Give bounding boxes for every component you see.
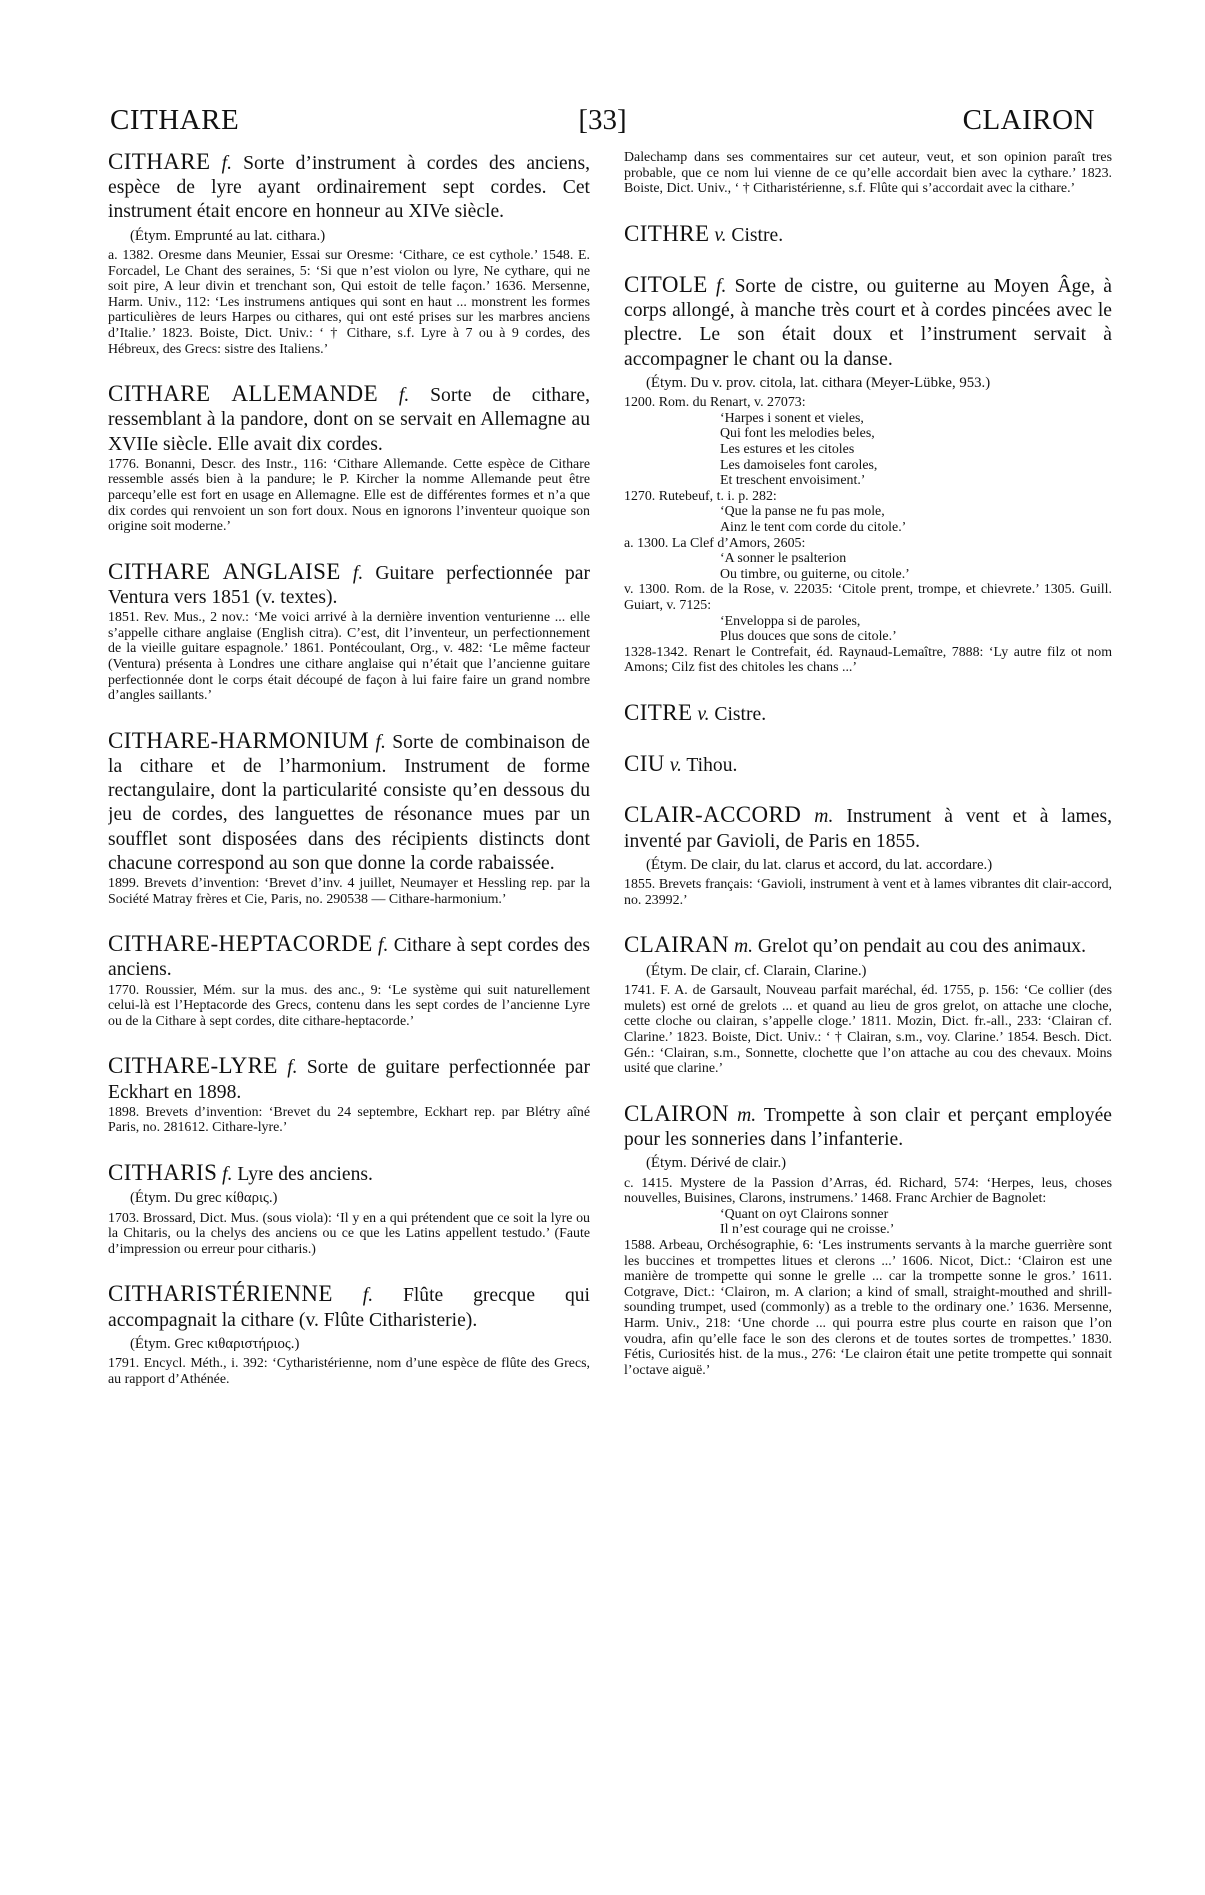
citation: 1703. Brossard, Dict. Mus. (sous viola): ‘Il y en a qui prétendent que ce soit la lyre ou la Chitaris, ou la chelys des anciens ou ce que les Latins appellent testudo.’ (Faute d’impression ou erreur pour citharis.) [108, 1210, 590, 1257]
citation: Dalechamp dans ses commentaires sur cet auteur, veut, et son opinion paraît tres probable, que ce nom lui vienne de ce qu’elle accordait bien avec la cythare.’ 1823. Boiste, Dict. Univ., ‘ † Citharistérienne, s.f. Flûte qui s’accordait avec la cithare.’ [624, 150, 1112, 197]
part-of-speech: f. [398, 385, 410, 407]
left-column [108, 150, 590, 1413]
running-head [110, 104, 1095, 144]
entry-heading [108, 1161, 590, 1187]
verse-line: ‘Enveloppa si de paroles, [720, 613, 861, 629]
verse-quotation [624, 1207, 1112, 1238]
entry-heading [108, 729, 590, 876]
running-head-left: CITHARE [110, 104, 240, 136]
etymology: (Étym. Dérivé de clair.) [646, 1155, 787, 1172]
headword: CITHARE ALLEMANDE [108, 381, 379, 407]
dictionary-entry [624, 933, 1112, 1076]
headword: CLAIRON [624, 1100, 730, 1126]
part-of-speech: f. [716, 275, 727, 297]
citation: 1770. Roussier, Mém. sur la mus. des anc., 9: ‘Le système qui suit naturellement celui-là est l’Heptacorde des Grecs, contenu dans les sept cordes de l’ancienne Lyre ou de la Cithare à sept cordes, dite cithare-heptacorde.’ [108, 982, 590, 1029]
part-of-speech: v. [714, 224, 727, 246]
citation: 1791. Encycl. Méth., i. 392: ‘Cytharistérienne, nom d’une espèce de flûte des Grecs, au rapport d’Athénée. [108, 1356, 590, 1387]
entry-heading [108, 560, 590, 610]
part-of-speech: m. [814, 806, 834, 828]
citation: 1328-1342. Renart le Contrefait, éd. Raynaud-Lemaître, 7888: ‘Ly autre filz ot nom Amons; Cilz fist des chitoles les chans ...’ [624, 644, 1112, 676]
verse-line: Il n’est courage qui ne croisse.’ [720, 1222, 895, 1238]
dictionary-entry [108, 729, 590, 907]
headword: CITHARISTÉRIENNE [108, 1281, 333, 1307]
citation: c. 1415. Mystere de la Passion d’Arras, éd. Richard, 574: ‘Herpes, leus, choses nouvelles, Buisines, Clarons, instrumens.’ 1468. Franc Archier de Bagnolet: [624, 1175, 1112, 1207]
entry-heading [624, 933, 1112, 959]
citation: 1851. Rev. Mus., 2 nov.: ‘Me voici arrivé à la dernière invention venturienne ... elle s’appelle cithare anglaise (English citra). C’est, dit l’inventeur, un perfectionnement de la vieille guitare espagnole.’ 1861. Pontécoulant, Org., v. 482: ‘Le même facteur (Ventura) présenta à Londres une cithare anglaise qui n’était que l’ancienne guitare perfectionnée dont le corps était découpé de façon à lui faire faire un grand nombre d’angles saillants.’ [108, 610, 590, 704]
entry-heading [108, 382, 590, 457]
headword: CITHRE [624, 220, 710, 246]
definition: Flûte grecque qui accompagnait la cithare (v. Flûte Citharisterie). [108, 1285, 590, 1331]
entry-heading [624, 752, 1112, 778]
entry-heading [624, 222, 1112, 248]
part-of-speech: f. [375, 731, 386, 753]
part-of-speech: f. [362, 1285, 374, 1307]
etymology: (Étym. De clair, du lat. clarus et accord, du lat. accordare.) [646, 856, 993, 873]
definition: Sorte de cithare, ressemblant à la pandore, dont on se servait en Allemagne au XVIIe siècle. Elle avait dix cordes. [108, 385, 590, 455]
dictionary-entry [108, 1054, 590, 1136]
verse-line: Qui font les melodies beles, [720, 426, 875, 442]
etymology: (Étym. De clair, cf. Clarain, Clarine.) [646, 962, 867, 979]
verse-line: Les estures et les citoles [720, 442, 855, 458]
verse-quotation [624, 504, 1112, 535]
headword: CITOLE [624, 271, 708, 297]
citation: 1588. Arbeau, Orchésographie, 6: ‘Les instruments servants à la marche guerrière sont les buccines et trompettes litues et clerons ...’ 1606. Nicot, Dict.: ‘Clairon est une manière de trompette qui sonne le grelle ... car la trompette sonne le gros.’ 1611. Cotgrave, Dict.: ‘Clairon, m. A clarion; a kind of small, straight-mouthed and shrill-sounding trumpet, used (commonly) as a treble to the ordinary one.’ 1636. Mersenne, Harm. Univ., 218: ‘Une chorde ... qui pourra estre plus courte en raison que l’on voudra, afin qu’elle face le son des clerons et de toutes sortes de trompettes.’ 1830. Fétis, Curiosités hist. de la mus., 276: ‘Le clairon était une petite trompette qui sonnait l’octave aiguë.’ [624, 1238, 1112, 1378]
headword: CITHARE [108, 150, 211, 174]
verse-line: ‘Harpes i sonent et vieles, [720, 410, 864, 426]
dictionary-entry [624, 803, 1112, 908]
headword: CITHARIS [108, 1160, 218, 1185]
part-of-speech: m. [733, 936, 753, 958]
dictionary-entry [108, 932, 590, 1029]
citation: v. 1300. Rom. de la Rose, v. 22035: ‘Citole prent, trompe, et chievrete.’ 1305. Guill. Guiart, v. 7125: [624, 582, 1112, 614]
entry-heading [108, 150, 590, 225]
verse-line: Et treschent envoisiment.’ [720, 473, 866, 489]
verse-quotation [624, 551, 1112, 582]
definition: Lyre des anciens. [237, 1164, 373, 1185]
headword: CITHARE-HEPTACORDE [108, 931, 373, 957]
citation: a. 1300. La Clef d’Amors, 2605: [624, 535, 806, 551]
definition: Grelot qu’on pendait au cou des animaux. [757, 936, 1087, 958]
dictionary-entry [624, 1102, 1112, 1379]
dictionary-entry [108, 1282, 590, 1387]
definition: Sorte de guitare perfectionnée par Eckhart en 1898. [108, 1057, 590, 1103]
entry-heading [624, 1102, 1112, 1152]
part-of-speech: f. [221, 153, 232, 174]
part-of-speech: v. [697, 703, 710, 725]
citation: 1776. Bonanni, Descr. des Instr., 116: ‘Cithare Allemande. Cette espèce de Cithare ressemble assés bien à la pandure; le P. Kircher la nomme Allemande peut être parcequ’elle est fort en usage en Allemagne. Elle est de différentes formes et n’a que dix cordes qui renvoient un son fort doux. Nous en ignorons l’inventeur quoique son origine soit moderne.’ [108, 456, 590, 535]
citation: 1898. Brevets d’invention: ‘Brevet du 24 septembre, Eckhart rep. par Blétry aîné Paris, no. 281612. Cithare-lyre.’ [108, 1104, 590, 1136]
dictionary-entry [108, 560, 590, 704]
verse-line: ‘Quant on oyt Clairons sonner [720, 1206, 889, 1222]
running-head-right: CLAIRON [962, 104, 1095, 136]
definition: Sorte d’instrument à cordes des anciens, espèce de lyre ayant ordinairement sept cordes. Cet instrument était encore en honneur au XIVe siècle. [108, 153, 590, 223]
definition: Cistre. [714, 703, 767, 725]
definition: Cistre. [731, 224, 784, 246]
entry-heading [108, 932, 590, 982]
verse-quotation [624, 614, 1112, 645]
verse-line: Les damoiseles font caroles, [720, 457, 878, 473]
headword: CIU [624, 751, 665, 777]
etymology: (Étym. Grec κιθαριστήριος.) [130, 1335, 300, 1352]
entry-heading [624, 273, 1112, 372]
verse-line: Plus douces que sons de citole.’ [720, 629, 897, 645]
citation: a. 1382. Oresme dans Meunier, Essai sur Oresme: ‘Cithare, ce est cythole.’ 1548. E. Forcadel, Le Chant des seraines, 5: ‘Si que n’est violon ou lyre, Ne cythare, qui ne soit pire, A leur divin et trenchant son, Qui estoit de telle façon.’ 1636. Mersenne, Harm. Univ., 112: ‘Les instrumens antiques qui sont en haut ... monstrent les formes particulières de leurs Harpes ou cithares, qui ont esté prises sur les marbres anciens d’Italie.’ 1823. Boiste, Dict. Univ.: ‘ † Cithare, s.f. Lyre à 7 ou à 9 cordes, des Hébreux, des Grecs: sistre des Italiens.’ [108, 248, 590, 357]
verse-quotation [624, 411, 1112, 489]
entry-heading [108, 1054, 590, 1104]
verse-line: ‘Que la panse ne fu pas mole, [720, 504, 885, 520]
definition: Instrument à vent et à lames, inventé par Gavioli, de Paris en 1855. [624, 806, 1112, 852]
definition: Sorte de cistre, ou guiterne au Moyen Âge, à corps allongé, à manche très court et à cordes pincées avec le plectre. Le son était doux et l’instrument servait à accompagner le chant ou la danse. [624, 275, 1112, 370]
part-of-speech: v. [669, 755, 682, 777]
definition: Trompette à son clair et perçant employée pour les sonneries dans l’infanterie. [624, 1104, 1112, 1150]
headword: CITHARE-LYRE [108, 1053, 278, 1079]
citation: 1200. Rom. du Renart, v. 27073: [624, 395, 806, 411]
headword: CLAIRAN [624, 932, 730, 958]
entry-heading [624, 803, 1112, 853]
entry-heading [108, 1282, 590, 1332]
etymology: (Étym. Du v. prov. citola, lat. cithara (Meyer-Lübke, 953.) [646, 374, 991, 391]
headword: CITRE [624, 699, 693, 725]
part-of-speech: f. [378, 935, 389, 957]
dictionary-entry [624, 752, 1112, 778]
citation: 1741. F. A. de Garsault, Nouveau parfait maréchal, éd. 1755, p. 156: ‘Ce collier (des mulets) est orné de grelots ... et quand au lieu de gros grelot, on attache une cloche, cette cloche ou clairan, s’appelle cloge.’ 1811. Mozin, Dict. fr.-all., 233: ‘Clairan cf. Clarine.’ 1823. Boiste, Dict. Univ.: ‘ † Clairan, s.m., voy. Clarine.’ 1854. Besch. Dict. Gén.: ‘Clairan, s.m., Sonnette, clochette que l’on attache au cou des chevaux. Moins usité que clarine.’ [624, 983, 1112, 1077]
definition: Guitare perfectionnée par Ventura vers 1851 (v. textes). [108, 562, 590, 609]
part-of-speech: f. [222, 1164, 233, 1185]
citation: 1899. Brevets d’invention: ‘Brevet d’inv. 4 juillet, Neumayer et Hessling rep. par la Société Matray frères et Cie, Paris, no. 290538 — Cithare-harmonium.’ [108, 876, 590, 907]
verse-line: Ou timbre, ou guiterne, ou citole.’ [720, 566, 910, 582]
part-of-speech: f. [352, 562, 364, 584]
headword: CITHARE-HARMONIUM [108, 727, 370, 753]
dictionary-entry [624, 273, 1112, 676]
right-column [624, 150, 1112, 1403]
definition: Tihou. [686, 755, 738, 777]
part-of-speech: f. [287, 1057, 298, 1079]
citation: 1270. Rutebeuf, t. i. p. 282: [624, 488, 777, 504]
definition: Sorte de combinaison de la cithare et de l’harmonium. Instrument de forme rectangulaire, dont la particularité consiste qu’en dessous du jeu de cordes, des languettes de résonance mues par un soufflet sont disposées dans des récipients distincts dont chacune correspond au son que donne la corde rabaissée. [108, 731, 590, 874]
dictionary-entry [624, 701, 1112, 727]
citation: 1855. Brevets français: ‘Gavioli, instrument à vent et à lames vibrantes dit clair-accord, no. 23992.’ [624, 877, 1112, 908]
headword: CLAIR-ACCORD [624, 802, 802, 828]
dictionary-entry [624, 222, 1112, 248]
definition: Cithare à sept cordes des anciens. [108, 935, 590, 981]
entry-heading [624, 701, 1112, 727]
etymology: (Étym. Du grec κίθαρις.) [130, 1190, 278, 1207]
page-number: [33] [578, 104, 627, 136]
headword: CITHARE ANGLAISE [108, 558, 341, 584]
dictionary-entry [108, 150, 590, 357]
verse-line: ‘A sonner le psalterion [720, 551, 847, 567]
dictionary-entry [108, 1161, 590, 1257]
dictionary-entry [624, 150, 1112, 197]
etymology: (Étym. Emprunté au lat. cithara.) [130, 227, 326, 244]
verse-line: Ainz le tent com corde du citole.’ [720, 520, 907, 536]
dictionary-entry [108, 382, 590, 535]
part-of-speech: m. [737, 1104, 757, 1126]
